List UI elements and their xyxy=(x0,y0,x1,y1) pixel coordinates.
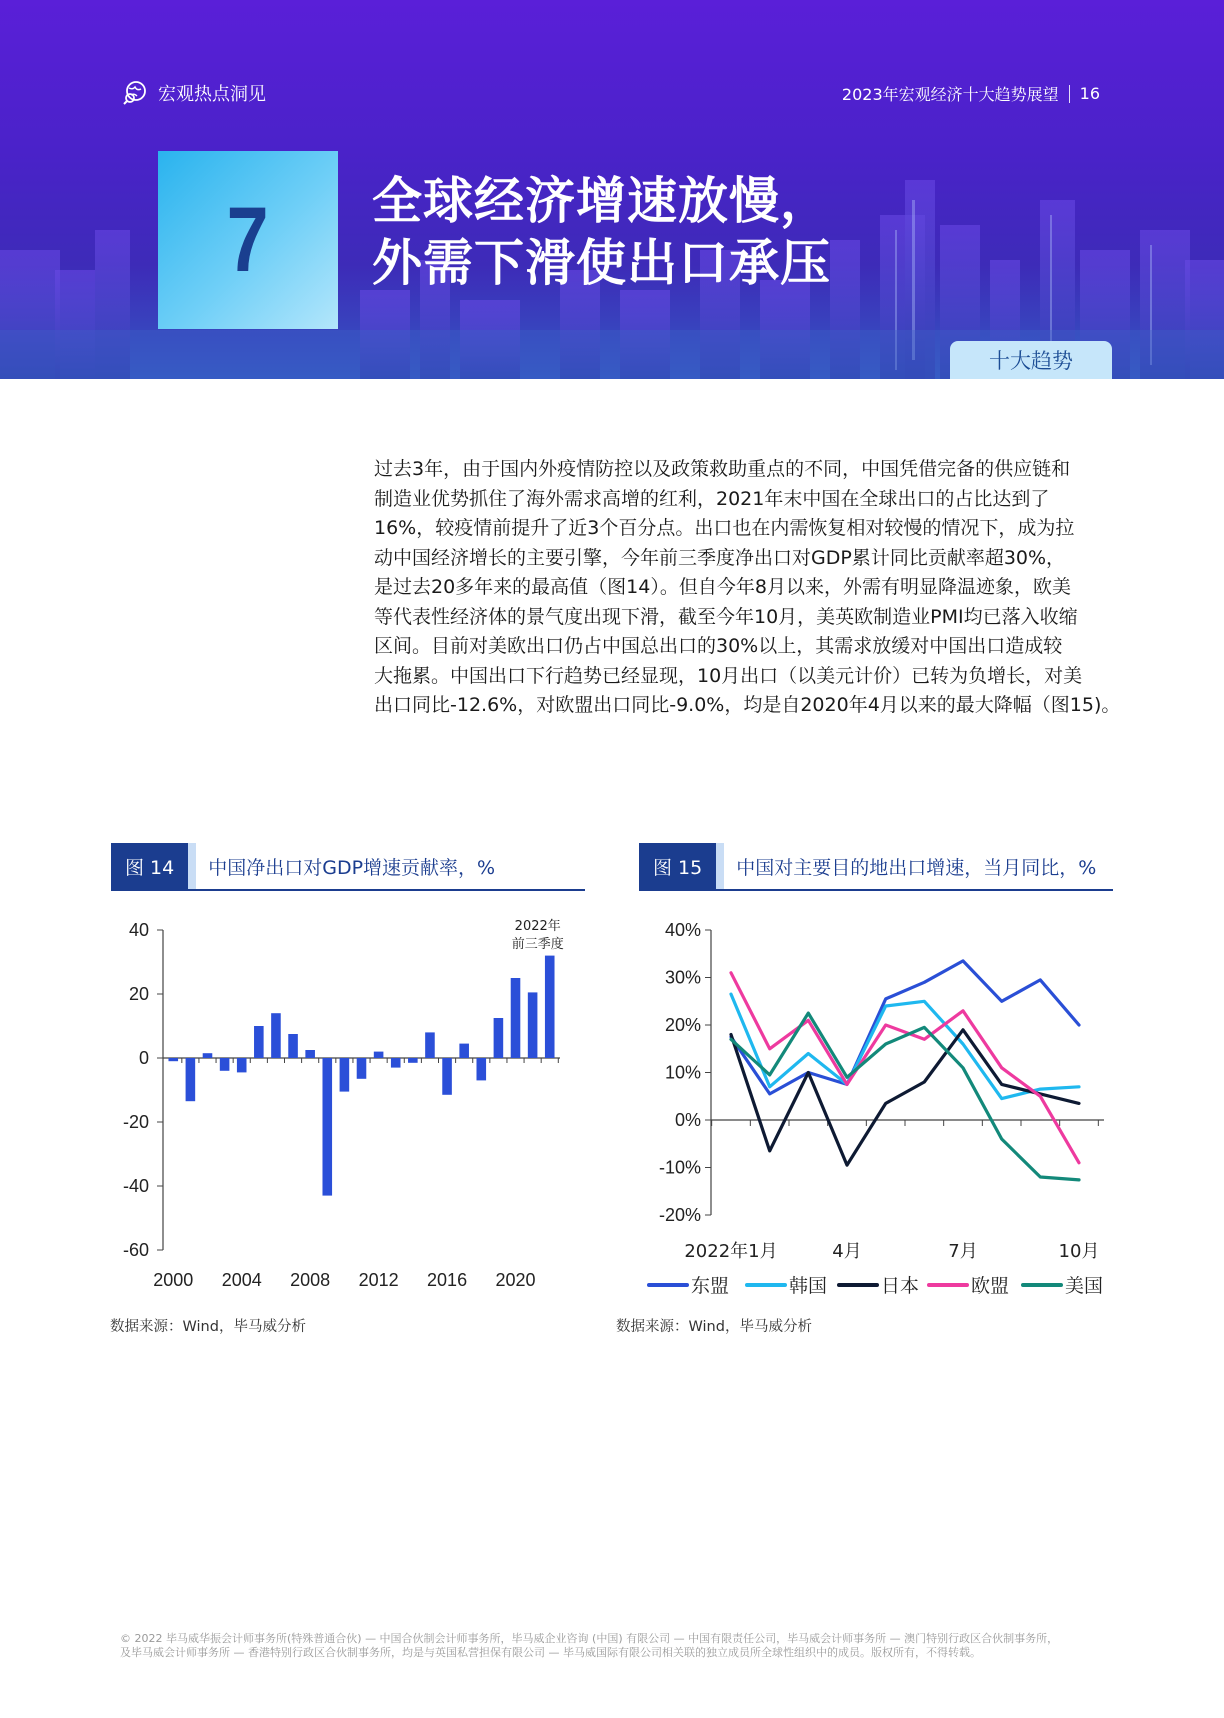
bar xyxy=(305,1050,315,1058)
bar xyxy=(494,1018,504,1058)
bar xyxy=(391,1058,401,1068)
body-line: 动中国经济增长的主要引擎，今年前三季度净出口对GDP累计同比贡献率超30%， xyxy=(374,546,1066,569)
section-title-line2: 外需下滑使出口承压 xyxy=(372,234,831,292)
brand xyxy=(122,80,266,106)
bar xyxy=(340,1058,350,1092)
y-tick-label: 40 xyxy=(128,920,149,940)
figure-14-header xyxy=(111,843,585,891)
legend-label: 韩国 xyxy=(789,1275,828,1297)
bar xyxy=(476,1058,486,1080)
bar xyxy=(528,992,538,1058)
figure-14-chart xyxy=(100,905,590,1305)
body-line: 过去3年，由于国内外疫情防控以及政策救助重点的不同，中国凭借完备的供应链和 xyxy=(374,458,1071,480)
body-line: 区间。目前对美欧出口仍占中国总出口的30%以上，其需求放缓对中国出口造成较 xyxy=(374,635,1063,657)
legend-label: 欧盟 xyxy=(971,1275,1010,1297)
globe-search-icon xyxy=(122,80,148,106)
body-line: 制造业优势抓住了海外需求高增的红利，2021年末中国在全球出口的占比达到了 xyxy=(374,487,1050,510)
x-tick-label: 10月 xyxy=(1058,1241,1100,1262)
x-tick-label: 2008 xyxy=(290,1270,331,1290)
y-tick-label: 20 xyxy=(128,984,149,1004)
y-tick-label: 30% xyxy=(664,967,701,988)
x-tick-label: 7月 xyxy=(948,1241,978,1262)
figure-15-source: 数据来源：Wind，毕马威分析 xyxy=(616,1319,812,1335)
y-tick-label: 0% xyxy=(674,1110,701,1130)
figure-14-label: 图 14 xyxy=(111,843,188,889)
footer-line: © 2022 毕马威华振会计师事务所(特殊普通合伙) — 中国合伙制会计师事务所，毕马威企业咨询 (中国) 有限公司 — 中国有限责任公司，毕马威会计师事务所 — 澳门特别行政区合伙制事务所， xyxy=(120,1632,1059,1645)
body-line: 大拖累。中国出口下行趋势已经显现，10月出口（以美元计价）已转为负增长，对美 xyxy=(374,664,1083,687)
x-tick-label: 2022年1月 xyxy=(684,1241,778,1262)
section-title-line1: 全球经济增速放慢， xyxy=(372,172,831,230)
y-tick-label: -20% xyxy=(658,1205,701,1225)
legend-label: 日本 xyxy=(881,1275,920,1297)
report-title: 2023年宏观经济十大趋势展望 xyxy=(841,85,1059,104)
legend-label: 美国 xyxy=(1065,1275,1104,1297)
y-tick-label: -20 xyxy=(122,1112,149,1132)
figure-15-header xyxy=(639,843,1113,891)
header-divider xyxy=(1069,85,1070,103)
report-header xyxy=(842,82,1100,105)
bar-annotation: 2022年 xyxy=(514,919,561,934)
figure-15-accent xyxy=(716,843,724,889)
y-tick-label: -10% xyxy=(658,1157,701,1178)
x-tick-label: 2000 xyxy=(153,1270,194,1290)
body-line: 等代表性经济体的景气度出现下滑，截至今年10月，美英欧制造业PMI均已落入收缩 xyxy=(374,605,1078,628)
figure-14-source: 数据来源：Wind，毕马威分析 xyxy=(110,1319,306,1335)
bar-annotation: 前三季度 xyxy=(511,937,564,952)
section-number-box xyxy=(158,151,338,329)
x-tick-label: 4月 xyxy=(832,1241,862,1262)
bar xyxy=(425,1032,435,1058)
x-tick-label: 2020 xyxy=(495,1270,536,1290)
body-line: 是过去20多年来的最高值（图14）。但自今年8月以来，外需有明显降温迹象，欧美 xyxy=(374,576,1071,598)
figure-15-chart xyxy=(639,905,1139,1305)
bar xyxy=(203,1053,213,1058)
copyright-footer xyxy=(120,1632,1120,1660)
figure-14-accent xyxy=(188,843,196,889)
bar xyxy=(168,1058,178,1061)
series-line xyxy=(731,994,1079,1099)
footer-line: 及毕马威会计师事务所 — 香港特别行政区合伙制事务所，均是与英国私营担保有限公司 — 毕马威国际有限公司相关联的独立成员所全球性组织中的成员。版权所有，不得转载。 xyxy=(120,1646,981,1659)
bar xyxy=(186,1058,196,1101)
bar xyxy=(322,1058,332,1196)
bar xyxy=(220,1058,230,1071)
x-tick-label: 2004 xyxy=(221,1270,262,1290)
bar xyxy=(442,1058,452,1095)
section-title xyxy=(372,170,831,294)
bar xyxy=(511,978,521,1058)
y-tick-label: -60 xyxy=(122,1240,149,1260)
bar xyxy=(237,1058,247,1072)
bar xyxy=(271,1013,281,1058)
body-line: 出口同比-12.6%，对欧盟出口同比-9.0%，均是自2020年4月以来的最大降幅（图15)。 xyxy=(374,694,1121,716)
section-tag: 十大趋势 xyxy=(950,341,1112,379)
bar xyxy=(254,1026,264,1058)
bar xyxy=(459,1044,469,1058)
y-tick-label: -40 xyxy=(122,1176,149,1196)
series-line xyxy=(731,973,1079,1163)
y-tick-label: 40% xyxy=(664,920,701,940)
bar xyxy=(288,1034,298,1058)
y-tick-label: 10% xyxy=(664,1062,701,1083)
y-tick-label: 0 xyxy=(138,1048,149,1068)
bar xyxy=(408,1058,418,1063)
bar xyxy=(357,1058,367,1079)
legend-label: 东盟 xyxy=(691,1275,730,1297)
figure-14-title: 中国净出口对GDP增速贡献率，% xyxy=(208,856,496,879)
body-line: 16%，较疫情前提升了近3个百分点。出口也在内需恢复相对较慢的情况下，成为拉 xyxy=(374,517,1075,539)
bar xyxy=(374,1052,384,1058)
hero-banner xyxy=(0,0,1224,379)
page-number: 16 xyxy=(1079,84,1100,103)
figure-15-title: 中国对主要目的地出口增速，当月同比，% xyxy=(736,856,1097,879)
figure-15-label: 图 15 xyxy=(639,843,716,889)
y-tick-label: 20% xyxy=(664,1015,701,1035)
series-line xyxy=(731,1030,1079,1165)
section-number: 7 xyxy=(227,188,269,291)
bar xyxy=(545,956,555,1058)
brand-label: 宏观热点洞见 xyxy=(158,84,266,105)
body-paragraph xyxy=(374,455,1124,721)
x-tick-label: 2012 xyxy=(358,1270,399,1290)
x-tick-label: 2016 xyxy=(427,1270,468,1290)
